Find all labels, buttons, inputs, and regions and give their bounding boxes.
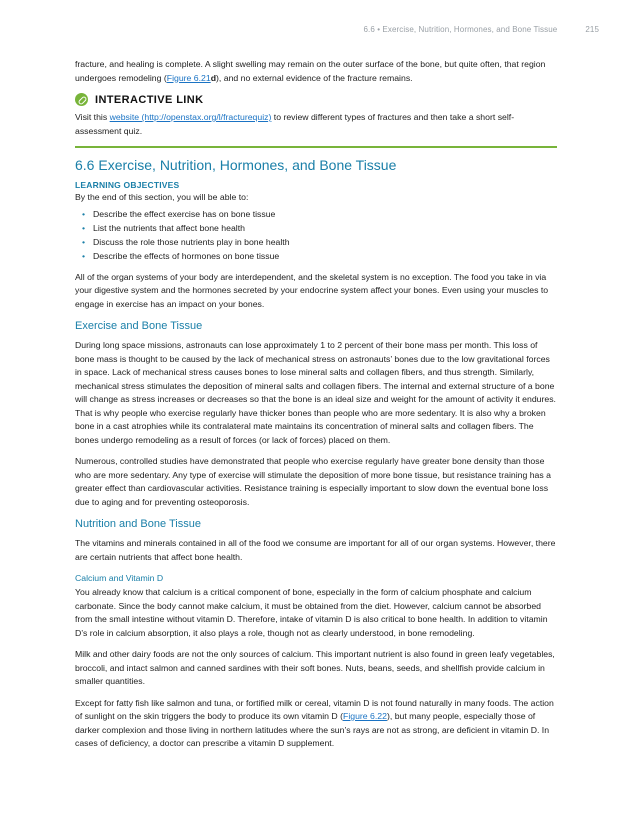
interactive-link-text-a: Visit this	[75, 112, 110, 122]
learning-objectives-heading: LEARNING OBJECTIVES	[75, 180, 180, 190]
section-intro-paragraph: All of the organ systems of your body are interdependent, and the skeletal system is no exception. The food you take in via your digestive system and the hormones secreted by your endocrine system affect your bones. Even using your muscles to engage in exercise has an impact on your bones.	[75, 271, 549, 309]
nutrition-heading: Nutrition and Bone Tissue	[75, 518, 201, 530]
interactive-link-label: INTERACTIVE LINK	[95, 93, 204, 106]
fracture-quiz-link[interactable]: website (http://openstax.org/l/fracturequiz)	[109, 112, 272, 122]
exercise-paragraph-2: Numerous, controlled studies have demonstrated that people who exercise regularly have greater bone density than those who are more sedentary. Any type of exercise will stimulate the deposition of more bone tissue, but resistance training has a greater effect than cardiovascular activities. Resistance training is especially important to slow down the eventual bone loss due to aging and for preventing osteoporosis.	[75, 456, 551, 507]
interactive-link-paragraph	[75, 111, 557, 138]
objective-item: • List the nutrients that affect bone health	[93, 221, 557, 235]
nutrition-paragraph-2: You already know that calcium is a critical component of bone, especially in the form of calcium phosphate and calcium carbonate. Since the body cannot make calcium, it must be obtained from the diet. However, calcium cannot be absorbed from the small intestine without vitamin D. Therefore, intake of vitamin D is also critical to bone health. In addition to vitamin D’s role in calcium absorption, it also plays a role, though not as clearly understood, in bone remodeling.	[75, 587, 548, 638]
intro-text-b: ), and no external evidence of the fracture remains.	[216, 72, 413, 83]
running-title: 6.6 • Exercise, Nutrition, Hormones, and Bone Tissue	[363, 25, 558, 34]
page-number: 215	[585, 25, 599, 34]
nutrition-paragraph-4	[75, 697, 557, 751]
calcium-vitamin-d-heading: Calcium and Vitamin D	[75, 573, 164, 583]
objectives-list	[75, 207, 557, 263]
intro-paragraph	[75, 58, 557, 85]
running-header	[363, 25, 599, 34]
objective-item: • Describe the effect exercise has on bone tissue	[93, 207, 557, 221]
exercise-heading: Exercise and Bone Tissue	[75, 320, 203, 332]
link-icon	[75, 93, 88, 106]
figure-part-label: d	[210, 72, 217, 83]
nutrition-paragraph-1: The vitamins and minerals contained in all of the food we consume are important for all of our organ systems. However, there are certain nutrients that affect bone health.	[75, 538, 556, 562]
nutrition-text-b: ), but many people, especially those of darker complexion and those living in northern latitudes where the sun’s rays are not as strong, are deficient in vitamin D. In cases of deficiency, a doctor can prescribe a vitamin D supplement.	[75, 711, 550, 748]
figure-6-21-link[interactable]: Figure 6.21	[166, 72, 211, 83]
main-content	[75, 58, 557, 759]
interactive-link-heading	[75, 93, 557, 106]
section-divider	[75, 146, 557, 148]
objectives-intro: By the end of this section, you will be able to:	[75, 192, 249, 202]
objective-item: • Describe the effects of hormones on bone tissue	[93, 249, 557, 263]
exercise-paragraph-1: During long space missions, astronauts can lose approximately 1 to 2 percent of their bone mass per month. This loss of bone mass is thought to be caused by the lack of mechanical stress on astronauts’ bones due to the low gravitational forces in space. Lack of mechanical stress causes bones to lose mineral salts and collagen fibers, and thus strength. Similarly, mechanical stress stimulates the deposition of mineral salts and collagen fibers. The internal and external structure of a bone will change as stress increases or decreases so that the bone is an ideal size and weight for the amount of activity it endures. That is why people who exercise regularly have thicker bones than people who are more sedentary. It is also why a broken bone in a cast atrophies while its contralateral mate maintains its concentration of mineral salts and collagen fibers. The bones undergo remodeling as a result of forces (or lack of forces) placed on them.	[75, 340, 556, 445]
interactive-link-text-b: to review different types of fractures and then take a short self-assessment quiz.	[75, 112, 515, 136]
nutrition-text-a: Except for fatty fish like salmon and tuna, or fortified milk or cereal, vitamin D is not found naturally in many foods. The action of sunlight on the skin triggers the body to produce its own vitamin D (	[75, 697, 554, 721]
section-title: 6.6 Exercise, Nutrition, Hormones, and Bone Tissue	[75, 157, 397, 173]
objective-item: • Discuss the role those nutrients play in bone health	[93, 235, 557, 249]
figure-6-22-link[interactable]: Figure 6.22	[343, 711, 387, 721]
intro-text-a: fracture, and healing is complete. A slight swelling may remain on the outer surface of the bone, but quite often, that region undergoes remodeling (	[75, 59, 546, 83]
nutrition-paragraph-3: Milk and other dairy foods are not the only sources of calcium. This important nutrient is also found in green leafy vegetables, broccoli, and intact salmon and canned sardines with their soft bones. Nuts, beans, seeds, and shellfish provide calcium in smaller quantities.	[75, 649, 555, 686]
